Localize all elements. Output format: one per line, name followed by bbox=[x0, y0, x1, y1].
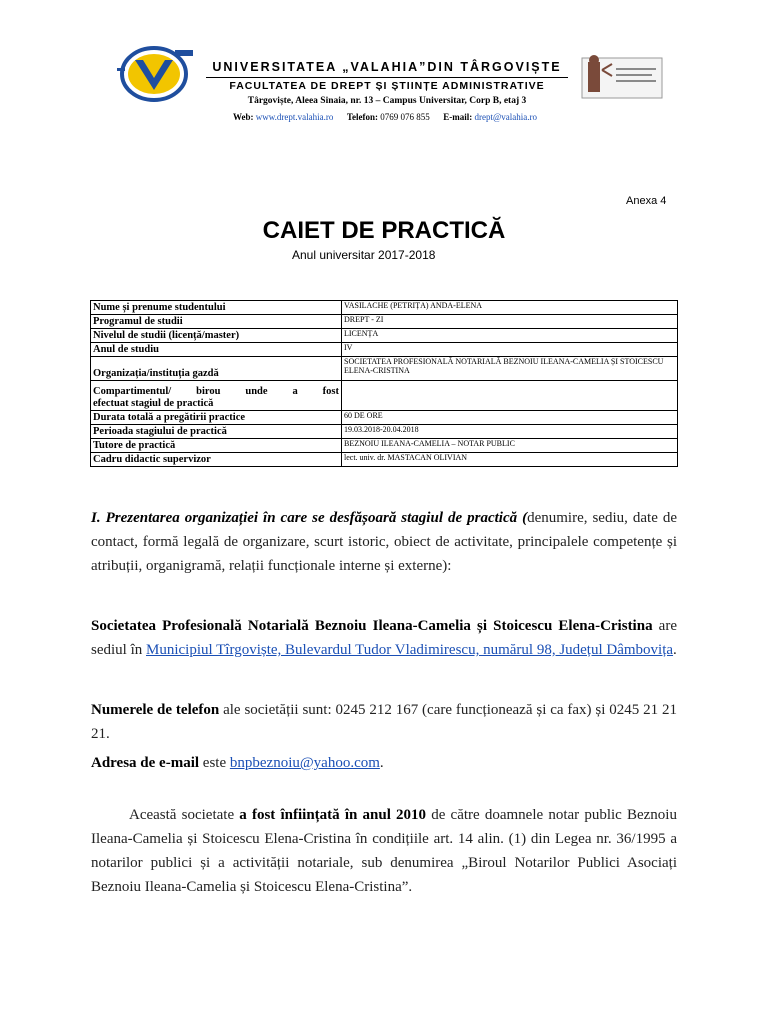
email-end: . bbox=[379, 755, 384, 771]
header-rule bbox=[206, 77, 568, 78]
seat-text: are sediul în bbox=[91, 618, 677, 658]
row-label: Nume și prenume studentului bbox=[91, 301, 342, 315]
email-text: este bbox=[199, 755, 230, 771]
web-link[interactable]: www.drept.valahia.ro bbox=[255, 112, 334, 122]
history-paragraph bbox=[91, 803, 677, 899]
table-row bbox=[91, 439, 678, 453]
faculty-contacts bbox=[195, 112, 575, 122]
row-value: LICENȚA bbox=[342, 329, 678, 343]
email-heading: Adresa de e-mail bbox=[91, 755, 200, 771]
address-link[interactable]: Municipiul Tîrgoviște, Bulevardul Tudor Vladimirescu, numărul 98, Județul Dâmbovița bbox=[146, 642, 674, 658]
row-value: BEZNOIU ILEANA-CAMELIA – NOTAR PUBLIC bbox=[342, 439, 678, 453]
table-row bbox=[91, 425, 678, 439]
row-label: Tutore de practică bbox=[91, 439, 342, 453]
annex-label: Anexa 4 bbox=[626, 195, 667, 207]
university-logo bbox=[113, 46, 195, 102]
university-name: UNIVERSITATEA „VALAHIA”DIN TÂRGOVIȘTE bbox=[212, 60, 562, 74]
table-row bbox=[91, 343, 678, 357]
table-row bbox=[91, 453, 678, 467]
phone-value: 0769 076 855 bbox=[380, 112, 430, 122]
email-paragraph bbox=[91, 751, 677, 775]
table-row bbox=[91, 381, 678, 411]
row-value: 19.03.2018-20.04.2018 bbox=[342, 425, 678, 439]
row-label bbox=[91, 381, 342, 411]
row-label: Programul de studii bbox=[91, 315, 342, 329]
history-start: Această societate bbox=[129, 807, 240, 823]
email-label: E-mail: bbox=[443, 112, 473, 122]
table-row bbox=[91, 301, 678, 315]
row-value: DREPT - ZI bbox=[342, 315, 678, 329]
section-1-heading bbox=[91, 506, 677, 578]
faculty-name: FACULTATEA DE DREPT ȘI ȘTIINȚE ADMINISTRATIVE bbox=[229, 80, 545, 92]
section-1-description: denumire, sediu, date de contact, formă legală de organizare, scurt istoric, obiect de activitate, principalele competențe și atribuții, organigramă, relații funcționale interne și externe): bbox=[91, 510, 677, 574]
row-value bbox=[342, 381, 678, 411]
table-row bbox=[91, 411, 678, 425]
row-label: Durata totală a pregătirii practice bbox=[91, 411, 342, 425]
row-value: 60 DE ORE bbox=[342, 411, 678, 425]
student-info-table bbox=[90, 300, 678, 467]
phone-paragraph bbox=[91, 698, 677, 746]
section-1-title: I. Prezentarea organizației în care se desfășoară stagiul de practică ( bbox=[91, 510, 528, 526]
row-label: Perioada stagiului de practică bbox=[91, 425, 342, 439]
row-value: IV bbox=[342, 343, 678, 357]
academic-year: Anul universitar 2017-2018 bbox=[292, 248, 436, 262]
history-text: de către doamnele notar public Beznoiu Ileana-Camelia și Stoicescu Elena-Cristina în condițiile art. 14 alin. (1) din Legea nr. 36/1995 a notarilor publici și a activității notariale, sub denumirea „Biroul Notarilor Publici Asociați Beznoiu Ileana-Camelia și Stoicescu Elena-Cristina”. bbox=[91, 807, 677, 895]
row-label: Organizația/instituția gazdă bbox=[91, 357, 342, 381]
faculty-address: Târgoviște, Aleea Sinaia, nr. 13 – Campus Universitar, Corp B, etaj 3 bbox=[247, 96, 527, 106]
company-name: Societatea Profesională Notarială Beznoiu Ileana-Camelia și Stoicescu Elena-Cristina bbox=[91, 618, 653, 634]
web-label: Web: bbox=[232, 112, 254, 122]
seat-paragraph bbox=[91, 614, 677, 662]
row-label: Cadru didactic supervizor bbox=[91, 453, 342, 467]
row-value: SOCIETATEA PROFESIONALĂ NOTARIALĂ BEZNOIU ILEANA-CAMELIA ȘI STOICESCU ELENA-CRISTINA bbox=[342, 357, 678, 381]
seat-end: . bbox=[673, 642, 677, 658]
history-founded: a fost înființată în anul 2010 bbox=[239, 807, 427, 823]
phone-text: ale societății sunt: 0245 212 167 (care funcționează și ca fax) și 0245 21 21 21. bbox=[91, 702, 677, 742]
email-link[interactable]: drept@valahia.ro bbox=[474, 112, 538, 122]
phone-heading: Numerele de telefon bbox=[91, 702, 220, 718]
table-row bbox=[91, 315, 678, 329]
document-title: CAIET DE PRACTICĂ bbox=[262, 217, 506, 244]
row-value: VASILACHE (PETRIȚA) ANDA-ELENA bbox=[342, 301, 678, 315]
row-label: Anul de studiu bbox=[91, 343, 342, 357]
row-value: lect. univ. dr. MASTACAN OLIVIAN bbox=[342, 453, 678, 467]
faculty-logo bbox=[578, 50, 666, 104]
table-row bbox=[91, 329, 678, 343]
phone-label: Telefon: bbox=[346, 112, 379, 122]
row-label-line-1: Compartimentul/ birou unde a fost bbox=[93, 386, 339, 397]
row-label: Nivelul de studii (licență/master) bbox=[91, 329, 342, 343]
row-label-line-2: efectuat stagiul de practică bbox=[93, 398, 214, 409]
company-email-link[interactable]: bnpbeznoiu@yahoo.com bbox=[229, 755, 380, 771]
table-row bbox=[91, 357, 678, 381]
